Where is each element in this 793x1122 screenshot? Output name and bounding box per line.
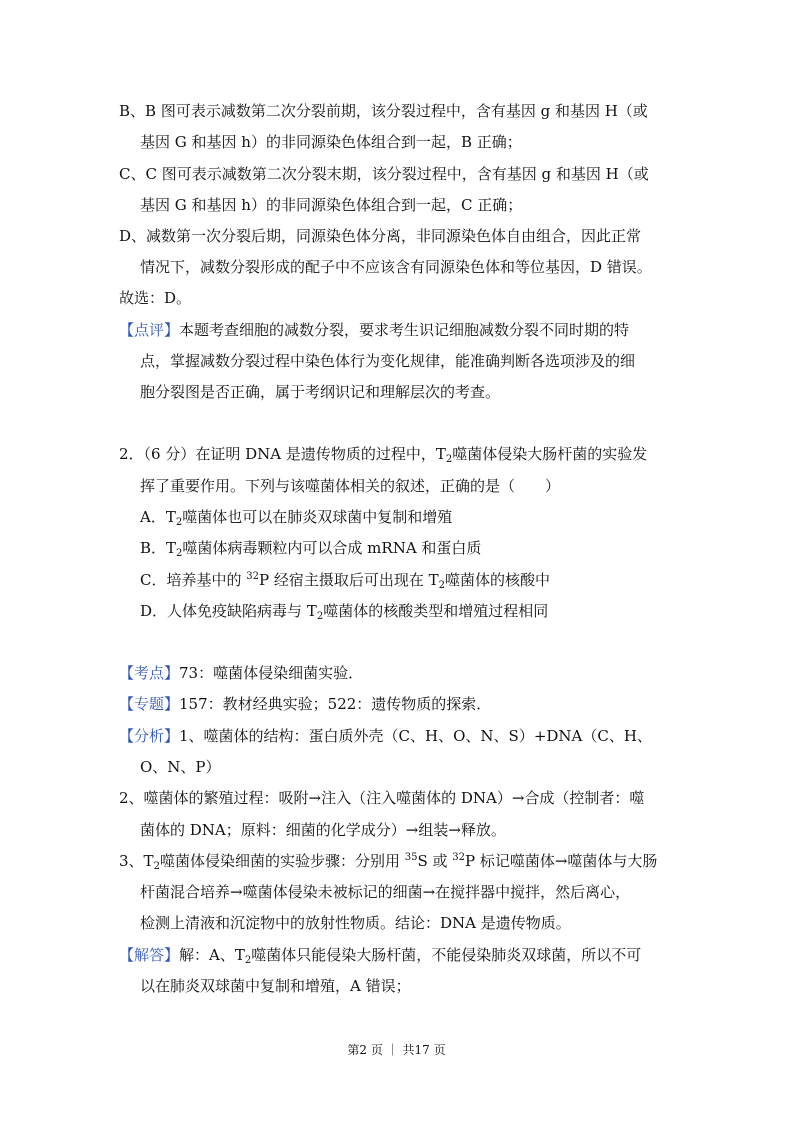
solution-line: 情况下，减数分裂形成的配子中不应该含有同源染色体和等位基因，D 错误。	[140, 258, 652, 276]
option-text: P 经宿主摄取后可出现在 T	[258, 571, 439, 589]
subscript: 2	[176, 548, 183, 559]
fenxi-tag: 【分析】	[119, 727, 180, 745]
kaodian-tag: 【考点】	[119, 664, 180, 682]
analysis-line: 2、噬菌体的繁殖过程：吸附→注入（注入噬菌体的 DNA）→合成（控制者：噬	[119, 789, 645, 807]
stem-text: 噬菌体侵染大肠杆菌的实验发	[452, 445, 648, 463]
review-line: 点，掌握减数分裂过程中染色体行为变化规律，能准确判断各选项涉及的细	[140, 352, 636, 370]
option-text: 噬菌体的核酸类型和增殖过程相同	[323, 602, 549, 620]
jieda-text: 噬菌体只能侵染大肠杆菌，不能侵染肺炎双球菌，所以不可	[251, 946, 642, 964]
option-b	[140, 538, 481, 558]
analysis-line: 检测上清液和沉淀物中的放射性物质。结论：DNA 是遗传物质。	[140, 914, 571, 932]
option-a	[140, 507, 452, 527]
page-footer: 第2 页 ｜ 共17 页	[347, 1043, 446, 1057]
solution-line: 基因 G 和基因 h）的非同源染色体组合到一起，B 正确；	[140, 133, 522, 151]
superscript: 35	[404, 852, 418, 863]
superscript: 32	[452, 852, 465, 863]
jieda-text: 解：A、T	[179, 946, 245, 964]
subscript: 2	[153, 861, 160, 872]
review-line	[119, 320, 629, 340]
subscript: 2	[316, 611, 324, 622]
option-text: 噬菌体的核酸中	[445, 571, 551, 589]
answer-line: 故选：D。	[119, 289, 192, 307]
zhuanti-line	[119, 694, 491, 714]
kaodian-line	[119, 663, 363, 683]
option-c	[140, 570, 550, 590]
review-line: 胞分裂图是否正确，属于考纲识记和理解层次的考查。	[140, 383, 501, 401]
fenxi-line: O、N、P）	[140, 758, 221, 776]
question-stem	[119, 444, 647, 464]
option-text: 噬菌体也可以在肺炎双球菌中复制和增殖	[182, 508, 453, 526]
analysis-text: P 标记噬菌体→噬菌体与大肠	[465, 852, 658, 870]
option-d	[140, 601, 548, 621]
stem-text: 2．（6 分）在证明 DNA 是遗传物质的过程中，T	[119, 445, 446, 463]
analysis-line: 菌体的 DNA；原料：细菌的化学成分）→组装→释放。	[140, 821, 506, 839]
subscript: 2	[438, 580, 445, 591]
jieda-tag: 【解答】	[119, 946, 180, 964]
fenxi-line	[119, 726, 652, 746]
option-text: A．T	[140, 508, 176, 526]
subscript: 2	[244, 955, 252, 966]
fenxi-text: 1、噬菌体的结构：蛋白质外壳（C、H、O、N、S）+DNA（C、H、	[179, 727, 652, 745]
kaodian-text: 73：噬菌体侵染细菌实验．	[179, 664, 364, 682]
option-text: 噬菌体病毒颗粒内可以合成 mRNA 和蛋白质	[182, 539, 482, 557]
jieda-line: 以在肺炎双球菌中复制和增殖，A 错误；	[140, 977, 411, 995]
solution-line: C、C 图可表示减数第二次分裂末期，该分裂过程中，含有基因 g 和基因 H（或	[119, 165, 649, 183]
zhuanti-tag: 【专题】	[119, 695, 180, 713]
subscript: 2	[445, 454, 453, 465]
analysis-text: 3、T	[119, 852, 154, 870]
subscript: 2	[175, 517, 183, 528]
analysis-text: S 或	[417, 852, 453, 870]
zhuanti-text: 157：教材经典实验；522：遗传物质的探索．	[179, 695, 492, 713]
analysis-line	[119, 851, 657, 871]
jieda-line	[119, 945, 641, 965]
question-stem: 挥了重要作用。下列与该噬菌体相关的叙述，正确的是（ ）	[140, 477, 561, 495]
analysis-line: 杆菌混合培养→噬菌体侵染未被标记的细菌→在搅拌器中搅拌，然后离心，	[140, 883, 631, 901]
solution-line: 基因 G 和基因 h）的非同源染色体组合到一起，C 正确；	[140, 196, 523, 214]
option-text: C．培养基中的	[140, 571, 247, 589]
analysis-text: 噬菌体侵染细菌的实验步骤：分别用	[159, 852, 405, 870]
review-tag: 【点评】	[119, 321, 180, 339]
solution-line: B、B 图可表示减数第二次分裂前期，该分裂过程中，含有基因 g 和基因 H（或	[119, 102, 648, 120]
superscript: 32	[246, 571, 259, 582]
option-text: D．人体免疫缺陷病毒与 T	[140, 602, 317, 620]
option-text: B．T	[140, 539, 177, 557]
review-text: 本题考查细胞的减数分裂，要求考生识记细胞减数分裂不同时期的特	[179, 321, 630, 339]
solution-line: D、减数第一次分裂后期，同源染色体分离，非同源染色体自由组合，因此正常	[119, 227, 642, 245]
